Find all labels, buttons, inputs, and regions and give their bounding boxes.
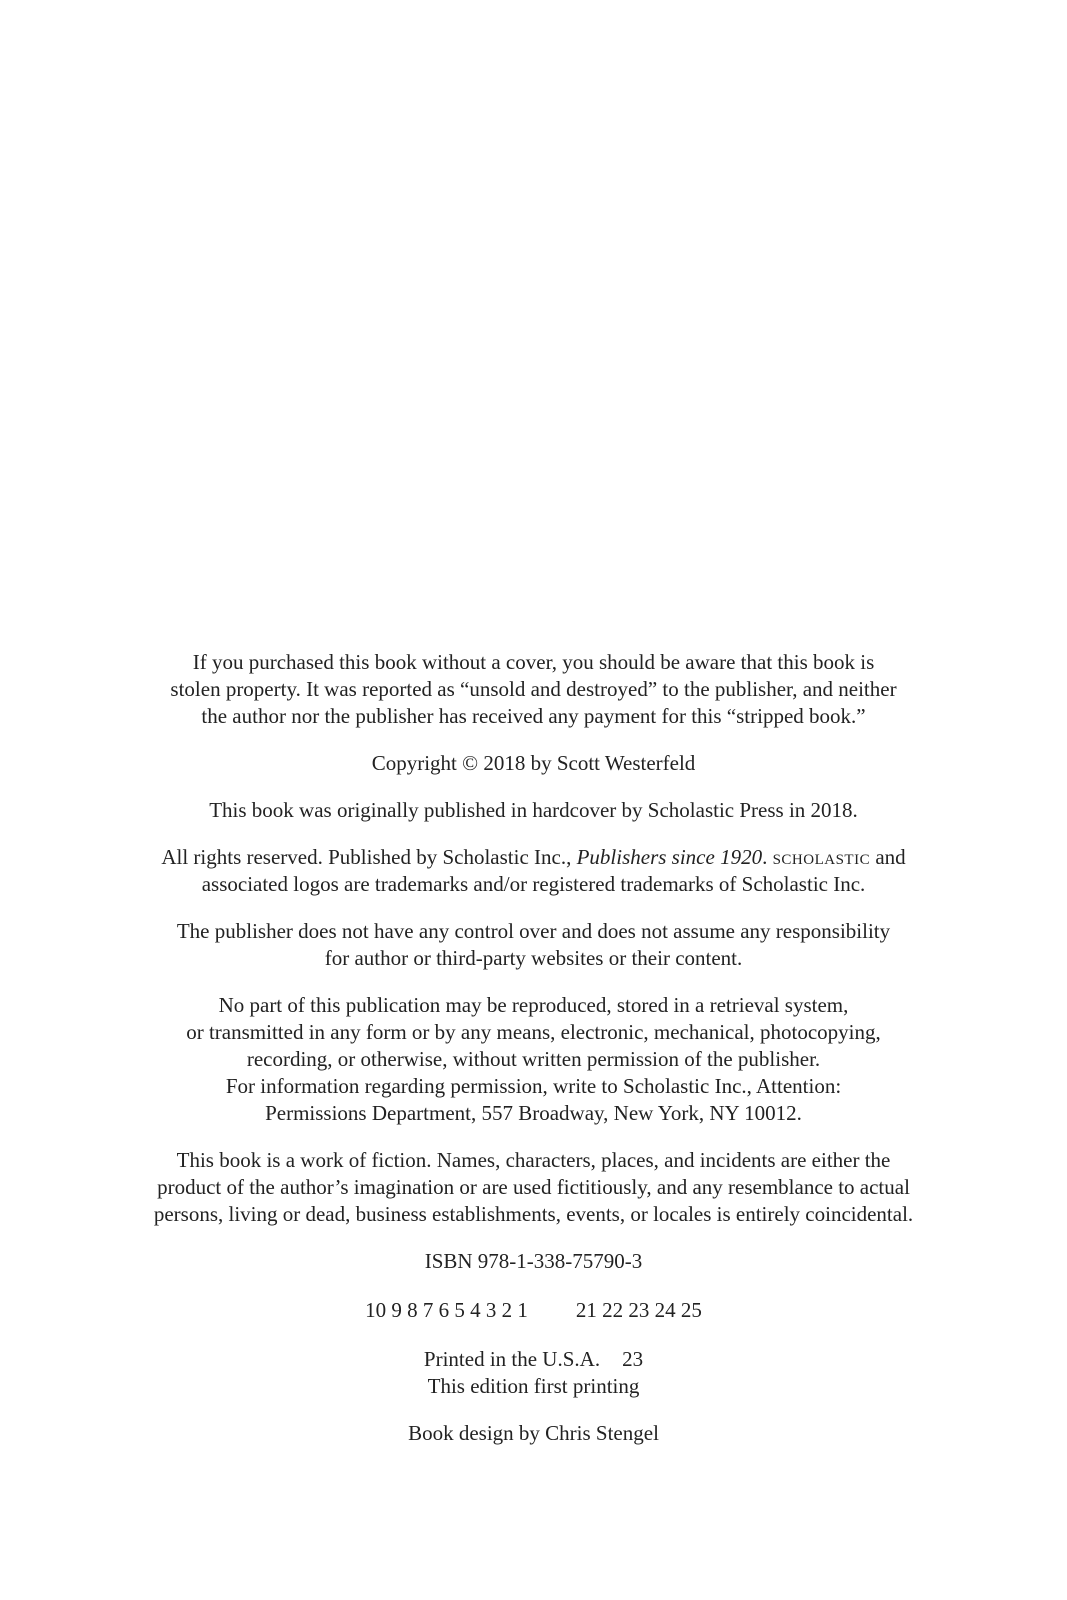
fiction-disclaimer [0,1147,1067,1228]
isbn-line: ISBN 978-1-338-75790-3 [424,1249,643,1273]
scholastic-wordmark: scholastic [772,845,871,869]
isbn [0,1248,1067,1275]
fiction-line-1: This book is a work of fiction. Names, characters, places, and incidents are either the [176,1148,891,1172]
responsibility-line-1: The publisher does not have any control over and does not assume any responsibility [176,919,891,943]
rights-period: . [762,845,773,869]
printing-years: 21 22 23 24 25 [575,1298,702,1322]
printed-in-text: Printed in the U.S.A. [423,1347,601,1371]
stripped-book-notice-line-2: stolen property. It was reported as “unsold and destroyed” to the publisher, and neither [170,677,897,701]
original-publication-line: This book was originally published in hardcover by Scholastic Press in 2018. [209,798,858,822]
rights-reserved-line-1 [0,844,1067,871]
edition-line: This edition first printing [427,1374,640,1398]
stripped-book-notice [0,649,1067,730]
reproduction-line-2: or transmitted in any form or by any means, electronic, mechanical, photocopying, [186,1020,881,1044]
reproduction-line-4: For information regarding permission, write to Scholastic Inc., Attention: [225,1074,842,1098]
fiction-line-2: product of the author’s imagination or are used fictitiously, and any resemblance to actual [157,1175,910,1199]
reproduction-notice [0,992,1067,1127]
printing-info [0,1346,1067,1400]
stripped-book-notice-line-3: the author nor the publisher has received any payment for this “stripped book.” [201,704,866,728]
printed-in-line [0,1346,1067,1373]
rights-reserved-line-2: associated logos are trademarks and/or registered trademarks of Scholastic Inc. [201,872,866,896]
responsibility-line-2: for author or third-party websites or their content. [324,946,743,970]
responsibility-disclaimer [0,918,1067,972]
book-design-line: Book design by Chris Stengel [408,1421,659,1445]
rights-reserved-notice [0,844,1067,898]
copyright-line: Copyright © 2018 by Scott Westerfeld [371,751,696,775]
reproduction-line-3: recording, or otherwise, without written permission of the publisher. [246,1047,821,1071]
reproduction-line-5: Permissions Department, 557 Broadway, New York, NY 10012. [265,1101,802,1125]
fiction-line-3: persons, living or dead, business establishments, events, or locales is entirely coincidental. [153,1202,914,1226]
rights-and-text: and [870,845,906,869]
publishers-since-text: Publishers since 1920 [576,845,763,869]
stripped-book-notice-line-1: If you purchased this book without a cover, you should be aware that this book is [192,650,875,674]
original-publication-note [0,797,1067,824]
printing-numbers [0,1297,1067,1324]
plant-code: 23 [622,1347,644,1371]
copyright-notice [0,750,1067,777]
rights-reserved-text: All rights reserved. Published by Scholastic Inc., [161,845,577,869]
book-design-credit [0,1420,1067,1447]
impression-numbers: 10 9 8 7 6 5 4 3 2 1 [365,1298,528,1322]
copyright-text-block [0,649,1067,1467]
reproduction-line-1: No part of this publication may be reproduced, stored in a retrieval system, [218,993,849,1017]
printing-numbers-line [0,1297,1067,1324]
